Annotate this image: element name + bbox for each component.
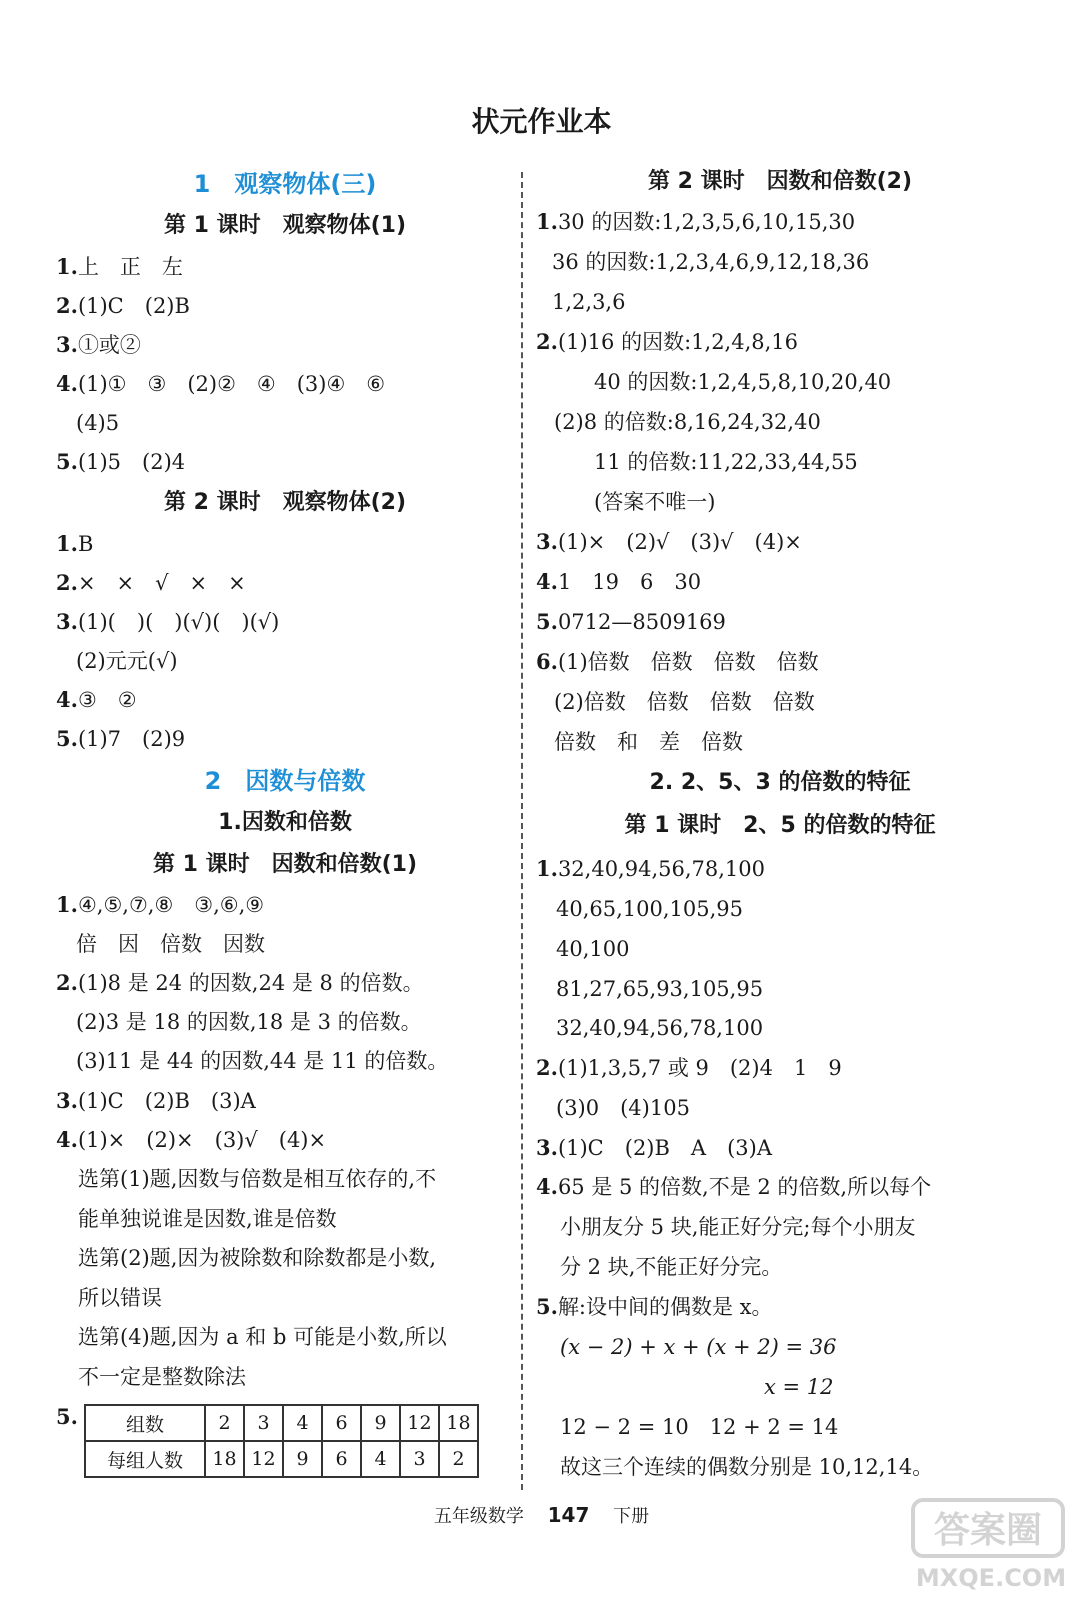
answer-line: (2)元元(√) xyxy=(76,649,178,673)
answer-line: 故这三个连续的偶数分别是 10,12,14。 xyxy=(560,1455,934,1479)
answer-line: 1.30 的因数:1,2,3,5,6,10,15,30 xyxy=(536,209,856,234)
answer-line: 81,27,65,93,105,95 xyxy=(556,977,764,1001)
answer-line: 所以错误 xyxy=(78,1286,162,1310)
answer-line: 1,2,3,6 xyxy=(552,290,626,314)
answer-line: 小朋友分 5 块,能正好分完;每个小朋友 xyxy=(560,1215,916,1239)
answer-line: 40,65,100,105,95 xyxy=(556,897,744,921)
table-cell: 9 xyxy=(283,1441,322,1477)
answer-line: 4.65 是 5 的倍数,不是 2 的倍数,所以每个 xyxy=(536,1174,932,1199)
question-5-number: 5. xyxy=(56,1404,78,1429)
answer-line: 2.(1)8 是 24 的因数,24 是 8 的倍数。 xyxy=(56,970,424,995)
answer-line: 1.④,⑤,⑦,⑧ ③,⑥,⑨ xyxy=(56,892,265,917)
answer-line: 1.上 正 左 xyxy=(56,254,183,279)
answer-line: (3)11 是 44 的因数,44 是 11 的倍数。 xyxy=(76,1049,449,1073)
answer-line: (4)5 xyxy=(76,411,120,435)
answer-line: 5.(1)7 (2)9 xyxy=(56,726,186,751)
answer-line: 2.(1)16 的因数:1,2,4,8,16 xyxy=(536,329,799,354)
answer-line: 3.(1)× (2)√ (3)√ (4)× xyxy=(536,529,802,554)
watermark-text: 答案圈 xyxy=(933,1510,1043,1551)
answer-line: 不一定是整数除法 xyxy=(78,1365,246,1389)
answer-line: 4.(1)① ③ (2)② ④ (3)④ ⑥ xyxy=(56,371,386,396)
section-title: 2. 2、5、3 的倍数的特征 xyxy=(649,770,911,795)
answer-line: 2.× × √ × × xyxy=(56,570,246,595)
table-cell: 3 xyxy=(400,1441,439,1477)
table-cell: 3 xyxy=(244,1405,283,1441)
answer-line: (2)3 是 18 的因数,18 是 3 的倍数。 xyxy=(76,1010,422,1034)
answer-line: (答案不唯一) xyxy=(594,490,716,514)
answer-line: 分 2 块,不能正好分完。 xyxy=(560,1255,783,1279)
answer-line: 40,100 xyxy=(556,937,630,961)
answer-line: 选第(4)题,因为 a 和 b 可能是小数,所以 xyxy=(78,1325,447,1349)
answer-line: 12 − 2 = 10 12 + 2 = 14 xyxy=(560,1415,839,1439)
answer-line: 5.0712—8509169 xyxy=(536,609,726,634)
answer-line: 2.(1)C (2)B xyxy=(56,293,190,318)
answer-line: 4.(1)× (2)× (3)√ (4)× xyxy=(56,1127,327,1152)
answer-line: 倍数 和 差 倍数 xyxy=(554,730,743,754)
table-cell: 18 xyxy=(205,1441,244,1477)
answer-line: 2.(1)1,3,5,7 或 9 (2)4 1 9 xyxy=(536,1055,842,1080)
lesson-title: 第 2 课时 观察物体(2) xyxy=(163,490,407,515)
footer-volume: 下册 xyxy=(613,1506,650,1527)
table-cell: 4 xyxy=(361,1441,400,1477)
page-number: 147 xyxy=(547,1503,590,1527)
answer-line: 3.(1)( )( )(√)( )(√) xyxy=(56,609,280,634)
page-title: 状元作业本 xyxy=(471,105,612,138)
table-cell: 18 xyxy=(439,1405,478,1441)
answer-line: 4.1 19 6 30 xyxy=(536,569,702,594)
table-cell: 4 xyxy=(283,1405,322,1441)
answer-line: 32,40,94,56,78,100 xyxy=(556,1016,764,1040)
footer-grade: 五年级数学 xyxy=(433,1506,524,1527)
table-row xyxy=(85,1441,478,1477)
lesson-title: 第 2 课时 因数和倍数(2) xyxy=(647,169,913,194)
table-cell: 9 xyxy=(361,1405,400,1441)
answer-line: 36 的因数:1,2,3,4,6,9,12,18,36 xyxy=(552,250,870,274)
table-row-label: 每组人数 xyxy=(85,1441,205,1477)
answer-line: 能单独说谁是因数,谁是倍数 xyxy=(78,1207,337,1231)
watermark-url: MXQE.COM xyxy=(915,1564,1067,1592)
chapter-heading-observe: 1 观察物体(三) xyxy=(193,170,377,198)
table-cell: 6 xyxy=(322,1441,361,1477)
answer-line: (3)0 (4)105 xyxy=(556,1096,690,1120)
group-size-table xyxy=(84,1404,479,1478)
column-divider xyxy=(521,172,523,1490)
equation-line: (x − 2) + x + (x + 2) = 36 xyxy=(560,1335,837,1359)
answer-line: 3.(1)C (2)B A (3)A xyxy=(536,1135,773,1160)
answer-line: 1.32,40,94,56,78,100 xyxy=(536,856,766,881)
table-cell: 12 xyxy=(244,1441,283,1477)
table-cell: 2 xyxy=(205,1405,244,1441)
table-row-label: 组数 xyxy=(85,1405,205,1441)
lesson-title: 第 1 课时 2、5 的倍数的特征 xyxy=(624,813,936,838)
lesson-title: 第 1 课时 因数和倍数(1) xyxy=(152,852,418,877)
section-title: 1.因数和倍数 xyxy=(218,810,352,835)
answer-line: 11 的倍数:11,22,33,44,55 xyxy=(594,450,858,474)
answer-line: 3.(1)C (2)B (3)A xyxy=(56,1088,256,1113)
table-cell: 12 xyxy=(400,1405,439,1441)
answer-line: 3.①或② xyxy=(56,332,141,357)
lesson-title: 第 1 课时 观察物体(1) xyxy=(163,213,407,238)
table-cell: 6 xyxy=(322,1405,361,1441)
table-cell: 2 xyxy=(439,1441,478,1477)
answer-line: 5.解:设中间的偶数是 x。 xyxy=(536,1294,773,1319)
answer-line: 5.(1)5 (2)4 xyxy=(56,449,186,474)
answer-line: 1.B xyxy=(56,531,94,556)
answer-line: (2)8 的倍数:8,16,24,32,40 xyxy=(554,410,821,434)
answer-line: (2)倍数 倍数 倍数 倍数 xyxy=(554,690,815,714)
answer-line: 选第(1)题,因数与倍数是相互依存的,不 xyxy=(78,1167,437,1191)
answer-line: 40 的因数:1,2,4,5,8,10,20,40 xyxy=(594,370,892,394)
equation-line: x = 12 xyxy=(764,1375,834,1399)
answer-line: 倍 因 倍数 因数 xyxy=(76,932,265,956)
table-row xyxy=(85,1405,478,1441)
answer-line: 6.(1)倍数 倍数 倍数 倍数 xyxy=(536,649,819,674)
answer-line: 选第(2)题,因为被除数和除数都是小数, xyxy=(78,1246,437,1270)
chapter-heading-factors: 2 因数与倍数 xyxy=(204,767,366,795)
answer-line: 4.③ ② xyxy=(56,687,137,712)
watermark-logo xyxy=(907,1494,1077,1594)
